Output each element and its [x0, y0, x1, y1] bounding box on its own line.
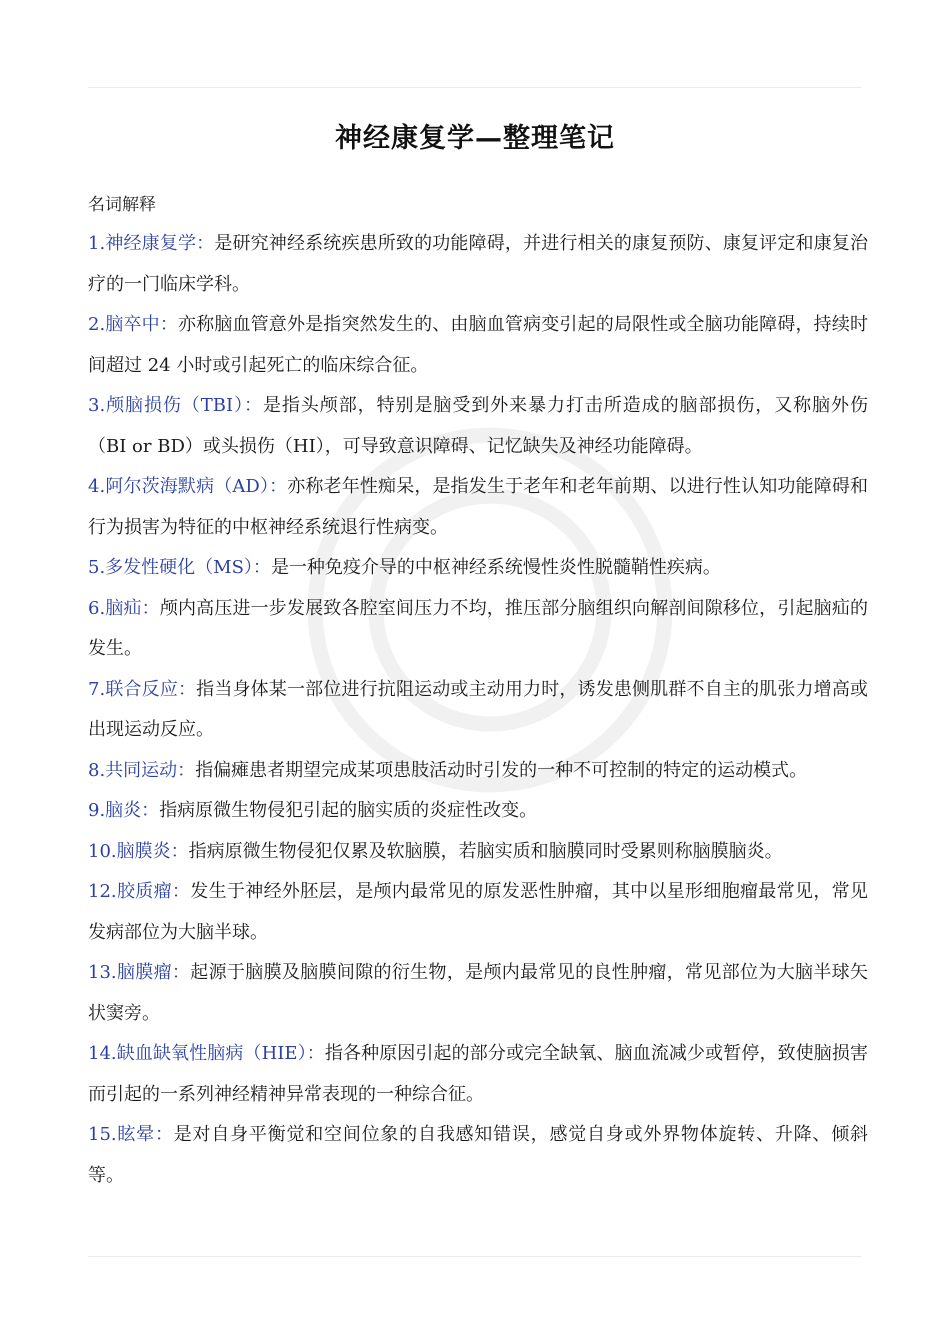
entry-definition: 指当身体某一部位进行抗阻运动或主动用力时，诱发患侧肌群不自主的肌张力增高或出现运动反应。	[88, 678, 868, 740]
entry-term: 3.颅脑损伤（TBI）：	[88, 395, 263, 416]
definition-entry	[88, 953, 868, 1034]
definition-entry	[88, 1034, 868, 1115]
entry-term: 14.缺血缺氧性脑病（HIE）：	[88, 1043, 325, 1064]
entry-definition: 起源于脑膜及脑膜间隙的衍生物，是颅内最常见的良性肿瘤，常见部位为大脑半球矢状窦旁。	[88, 962, 868, 1024]
definition-entry	[88, 1115, 868, 1196]
entry-term: 8.共同运动：	[88, 759, 196, 781]
entry-definition: 颅内高压进一步发展致各腔室间压力不均，推压部分脑组织向解剖间隙移位，引起脑疝的发生。	[88, 597, 868, 659]
entry-term: 12.胶质瘤：	[88, 881, 191, 902]
entry-definition: 指各种原因引起的部分或完全缺氧、脑血流减少或暂停，致使脑损害而引起的一系列神经精神异常表现的一种综合征。	[88, 1043, 868, 1105]
entry-definition: 发生于神经外胚层，是颅内最常见的原发恶性肿瘤，其中以星形细胞瘤最常见，常见发病部位为大脑半球。	[88, 881, 868, 943]
definition-list	[88, 224, 868, 1196]
entry-term: 5.多发性硬化（MS）：	[88, 557, 271, 578]
definition-entry	[88, 670, 868, 751]
entry-term: 13.脑膜瘤：	[88, 962, 191, 983]
definition-entry	[88, 224, 868, 305]
entry-term: 9.脑炎：	[88, 800, 160, 821]
entry-term: 1.神经康复学：	[88, 233, 215, 254]
entry-definition: 亦称脑血管意外是指突然发生的、由脑血管病变引起的局限性或全脑功能障碍，持续时间超过 24 小时或引起死亡的临床综合征。	[88, 314, 868, 376]
entry-definition: 指病原微生物侵犯引起的脑实质的炎症性改变。	[159, 800, 538, 821]
definition-entry	[88, 305, 868, 386]
document-title: 神经康复学—整理笔记	[335, 123, 615, 154]
bottom-rule	[88, 1256, 862, 1257]
entry-term: 15.眩晕：	[88, 1124, 174, 1145]
entry-definition: 是指头颅部，特别是脑受到外来暴力打击所造成的脑部损伤，又称脑外伤（BI or BD）或头损伤（HI），可导致意识障碍、记忆缺失及神经功能障碍。	[88, 395, 868, 457]
entry-term: 7.联合反应：	[88, 678, 197, 700]
entry-term: 6.脑疝：	[88, 597, 160, 619]
entry-term: 2.脑卒中：	[88, 314, 178, 335]
definition-entry	[88, 386, 868, 467]
entry-definition: 亦称老年性痴呆，是指发生于老年和老年前期、以进行性认知功能障碍和行为损害为特征的中枢神经系统退行性病变。	[88, 476, 868, 538]
definition-entry	[88, 589, 868, 670]
entry-definition: 是一种免疫介导的中枢神经系统慢性炎性脱髓鞘性疾病。	[270, 557, 721, 578]
entry-definition: 指病原微生物侵犯仅累及软脑膜，若脑实质和脑膜同时受累则称脑膜脑炎。	[188, 840, 783, 862]
definition-entry	[88, 751, 868, 792]
definition-entry	[88, 548, 868, 589]
entry-definition: 是研究神经系统疾患所致的功能障碍，并进行相关的康复预防、康复评定和康复治疗的一门临床学科。	[88, 233, 868, 295]
entry-term: 10.脑膜炎：	[88, 840, 189, 862]
definition-entry	[88, 467, 868, 548]
entry-definition: 指偏瘫患者期望完成某项患肢活动时引发的一种不可控制的特定的运动模式。	[195, 759, 808, 781]
entry-definition: 是对自身平衡觉和空间位象的自我感知错误，感觉自身或外界物体旋转、升降、倾斜等。	[88, 1124, 868, 1186]
definition-entry	[88, 832, 868, 873]
entry-term: 4.阿尔茨海默病（AD）：	[88, 476, 288, 497]
top-rule	[88, 87, 862, 88]
definition-entry	[88, 791, 868, 832]
section-label: 名词解释	[88, 195, 156, 215]
definition-entry	[88, 872, 868, 953]
